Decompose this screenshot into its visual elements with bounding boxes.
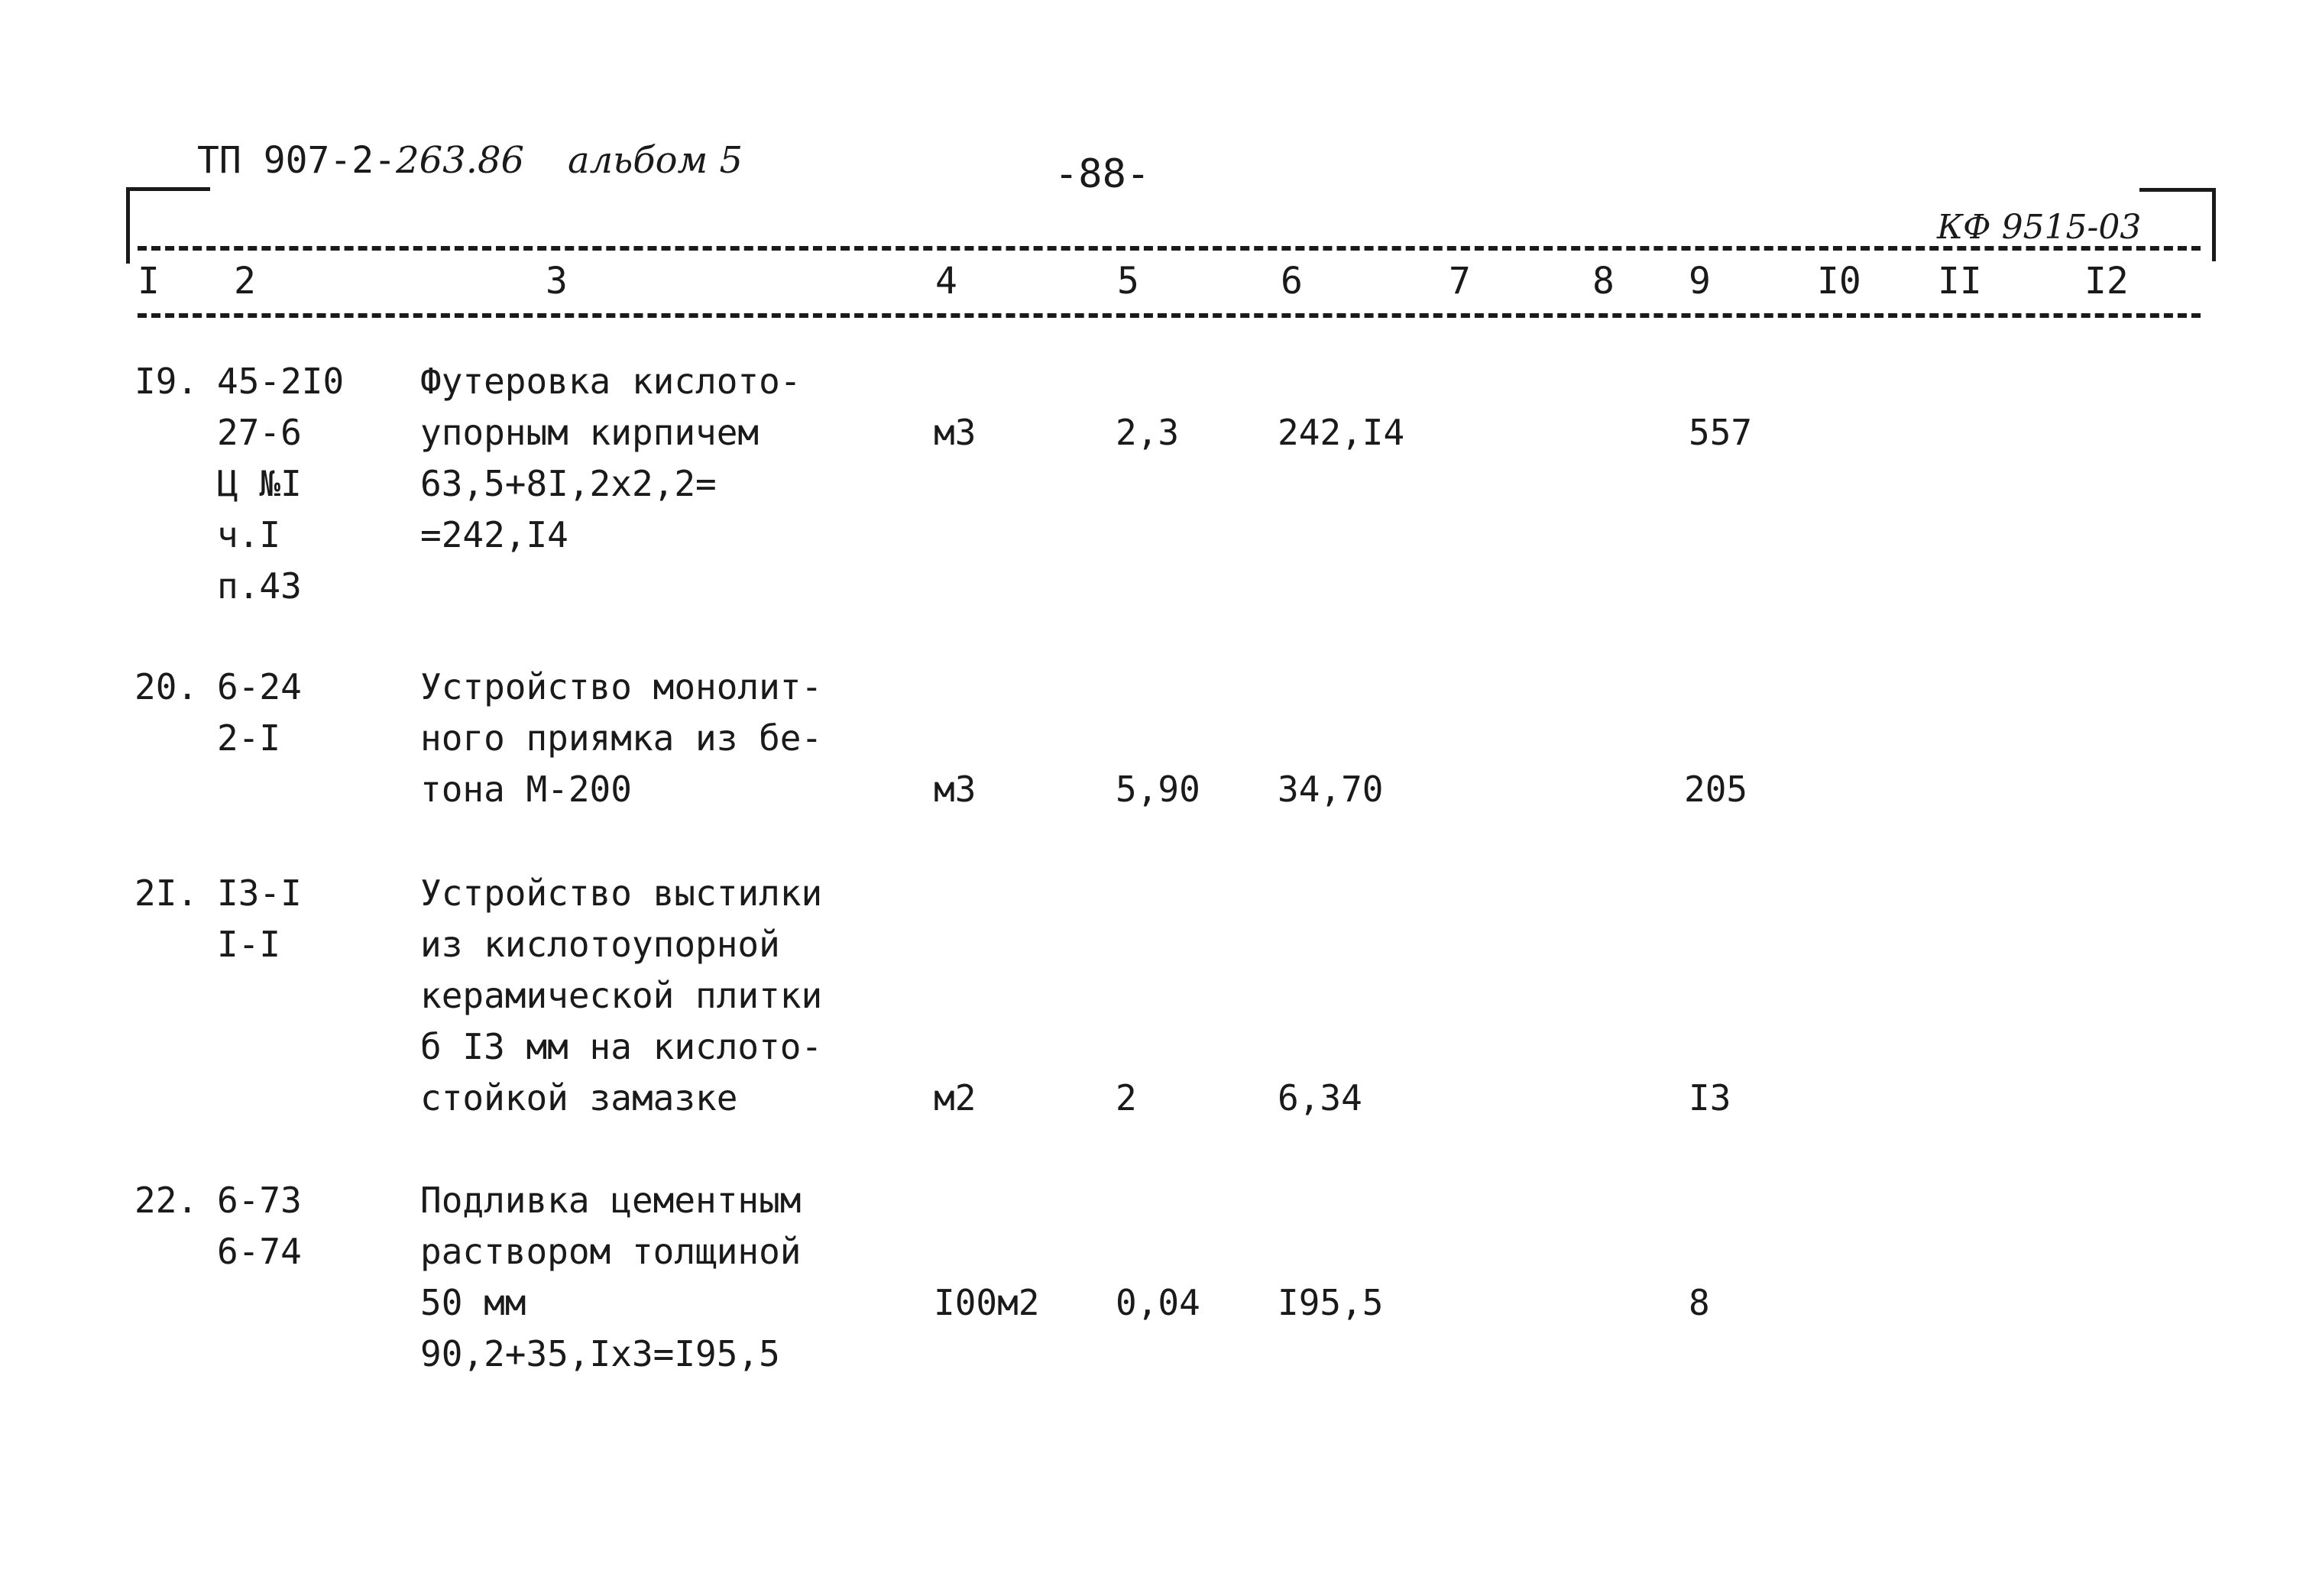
row-unit-price: 242,I4	[1278, 412, 1405, 453]
description-line: =242,I4	[420, 514, 568, 555]
row-total: 557	[1689, 412, 1753, 453]
column-number: 8	[1592, 260, 1615, 303]
code-line: I-I	[217, 924, 281, 965]
row-codes	[217, 356, 344, 612]
description-line: тона М-200	[420, 769, 632, 810]
document-code-handwritten: 263.86	[396, 139, 525, 182]
code-line: 27-6	[217, 412, 302, 453]
header-line-bottom	[138, 313, 2201, 318]
column-number: I0	[1817, 260, 1861, 303]
frame-right-top	[2139, 188, 2216, 192]
row-unit: I00м2	[934, 1282, 1040, 1323]
description-line: Устройство выстилки	[420, 872, 823, 914]
column-number: 3	[546, 260, 568, 303]
row-quantity: 0,04	[1116, 1282, 1200, 1323]
row-description	[420, 868, 822, 1124]
row-number: 2I.	[134, 872, 199, 914]
code-line: ч.I	[217, 514, 281, 555]
row-number: 22.	[134, 1180, 199, 1221]
description-line: 63,5+8I,2х2,2=	[420, 463, 717, 504]
column-number: I	[138, 260, 160, 303]
description-line: Футеровка кислото-	[420, 361, 802, 402]
row-total: 8	[1689, 1282, 1710, 1323]
album-label: альбом 5	[567, 139, 743, 182]
row-unit: м3	[934, 769, 977, 810]
code-line: 2-I	[217, 717, 281, 759]
description-line: стойкой замазке	[420, 1077, 738, 1118]
description-line: б I3 мм на кислото-	[420, 1026, 823, 1067]
description-line: керамической плитки	[420, 975, 823, 1016]
frame-right-side	[2212, 188, 2216, 261]
row-unit-price: I95,5	[1278, 1282, 1384, 1323]
column-number: 5	[1117, 260, 1139, 303]
header-line-top	[138, 246, 2201, 251]
row-codes	[217, 868, 302, 970]
code-line: п.43	[217, 565, 302, 607]
row-unit-price: 6,34	[1278, 1077, 1362, 1118]
column-number: 9	[1689, 260, 1711, 303]
frame-left-side	[126, 187, 130, 264]
column-number: 4	[935, 260, 957, 303]
document-code-printed: ТП 907-2-	[197, 139, 397, 182]
row-quantity: 5,90	[1116, 769, 1200, 810]
sheet-code: КФ 9515-03	[1937, 208, 2142, 247]
column-number: II	[1938, 260, 1982, 303]
column-number: 6	[1281, 260, 1303, 303]
column-number: 7	[1449, 260, 1471, 303]
description-line: упорным кирпичем	[420, 412, 760, 453]
code-line: Ц №I	[217, 463, 302, 504]
row-description	[420, 1175, 802, 1380]
description-line: 50 мм	[420, 1282, 526, 1323]
row-codes	[217, 1175, 302, 1277]
code-line: I3-I	[217, 872, 302, 914]
code-line: 45-2I0	[217, 361, 345, 402]
code-line: 6-73	[217, 1180, 302, 1221]
row-total: 205	[1684, 769, 1748, 810]
page-number: -88-	[1054, 151, 1151, 197]
row-number: 20.	[134, 666, 199, 707]
code-line: 6-74	[217, 1231, 302, 1272]
column-number: I2	[2084, 260, 2129, 303]
row-total: I3	[1689, 1077, 1731, 1118]
row-unit: м2	[934, 1077, 977, 1118]
row-quantity: 2,3	[1116, 412, 1180, 453]
row-unit: м3	[934, 412, 977, 453]
row-description	[420, 662, 822, 815]
description-line: Подливка цементным	[420, 1180, 802, 1221]
code-line: 6-24	[217, 666, 302, 707]
frame-left-top	[126, 187, 210, 191]
row-description	[420, 356, 802, 561]
column-number: 2	[234, 260, 256, 303]
row-unit-price: 34,70	[1278, 769, 1384, 810]
document-code	[197, 138, 743, 183]
description-line: раствором толщиной	[420, 1231, 802, 1272]
description-line: Устройство монолит-	[420, 666, 823, 707]
row-number: I9.	[134, 361, 199, 402]
description-line: ного приямка из бе-	[420, 717, 823, 759]
description-line: 90,2+35,Iх3=I95,5	[420, 1333, 780, 1374]
row-quantity: 2	[1116, 1077, 1137, 1118]
row-codes	[217, 662, 302, 764]
description-line: из кислотоупорной	[420, 924, 780, 965]
